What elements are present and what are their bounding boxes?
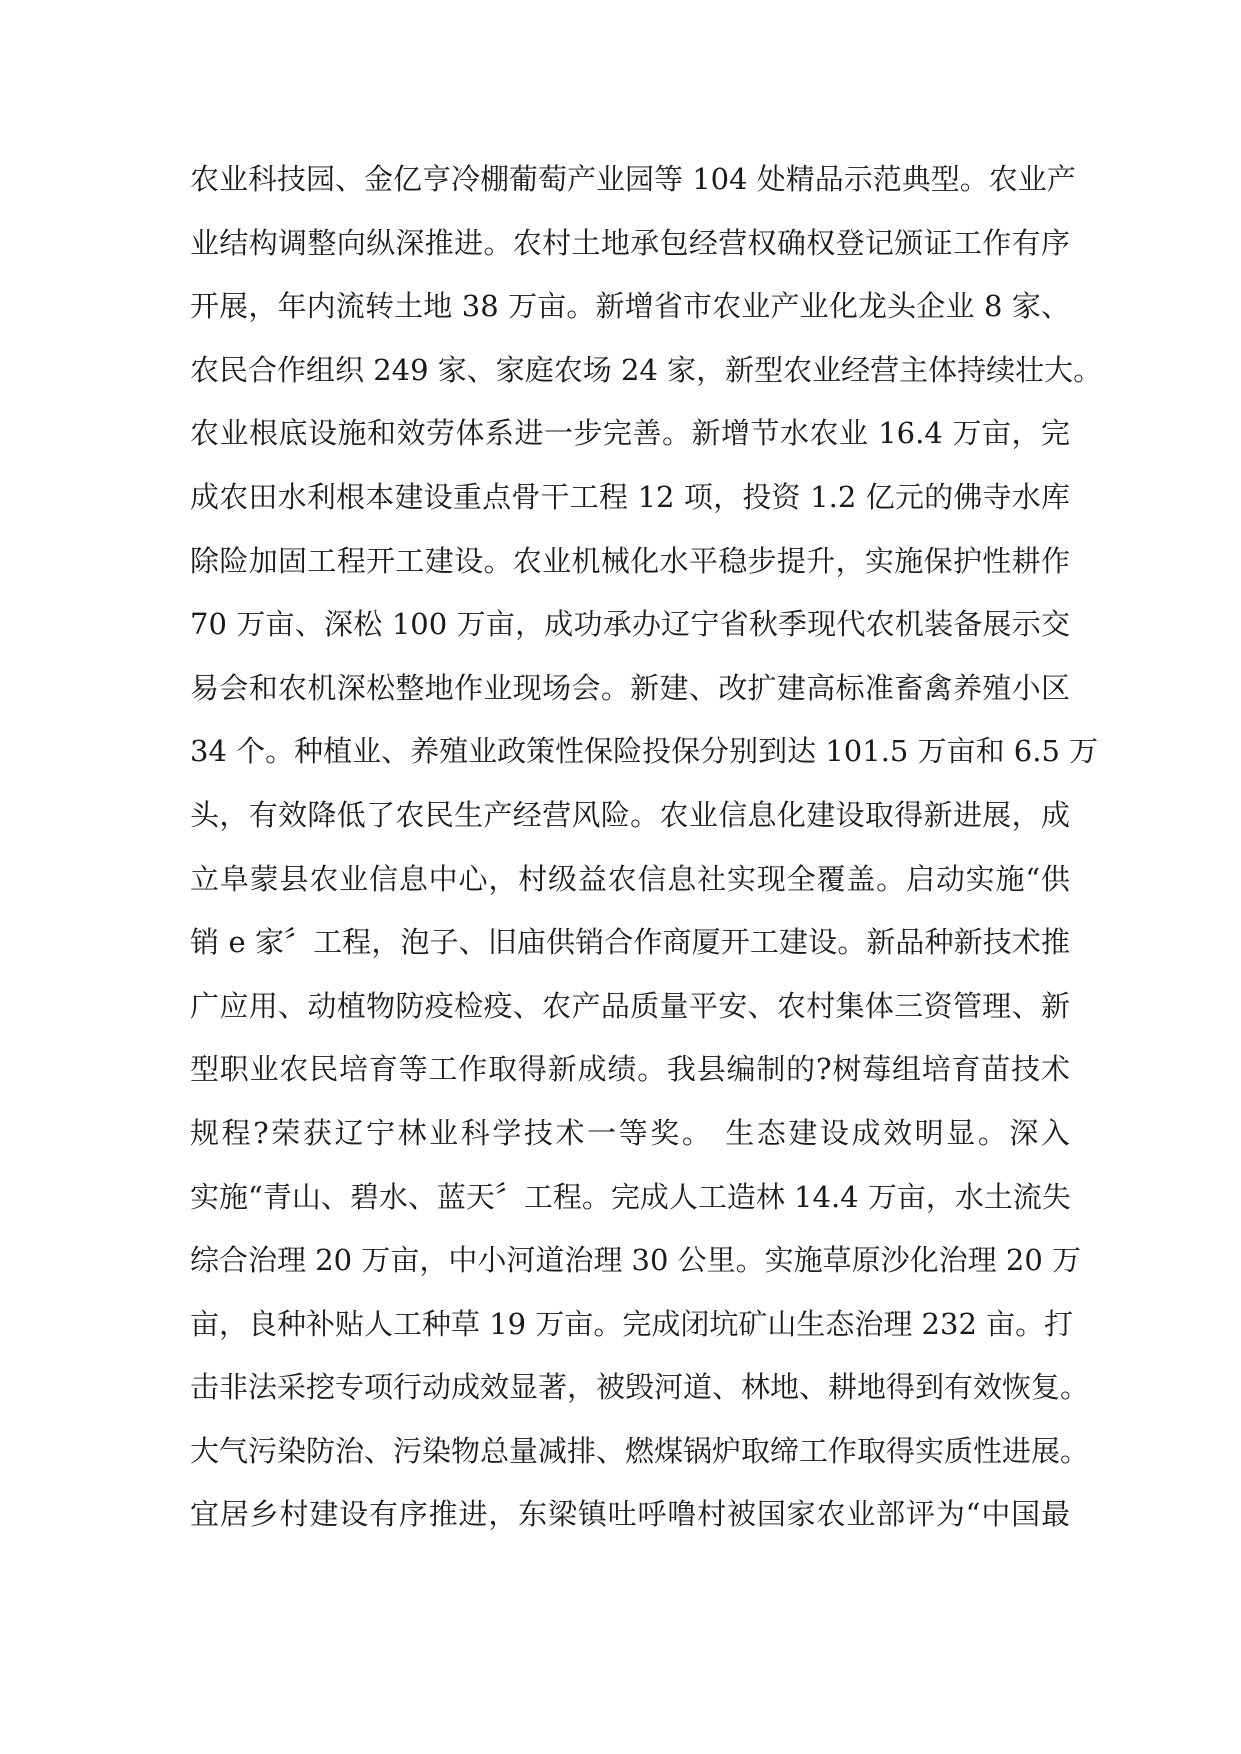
- text-line: 实施“青山、碧水、蓝天〞工程。完成人工造林 14.4 万亩，水土流失: [190, 1179, 1071, 1214]
- text-line: 亩，良种补贴人工种草 19 万亩。完成闭坑矿山生态治理 232 亩。打: [190, 1306, 1074, 1341]
- text-line: 70 万亩、深松 100 万亩，成功承办辽宁省秋季现代农机装备展示交: [190, 607, 1070, 642]
- text-line: 农民合作组织 249 家、家庭农场 24 家，新型农业经营主体持续壮大。: [190, 352, 1103, 387]
- text-line: 成农田水利根本建设重点骨干工程 12 项，投资 1.2 亿元的佛寺水库: [190, 479, 1070, 514]
- text-line: 综合治理 20 万亩，中小河道治理 30 公里。实施草原沙化治理 20 万: [190, 1243, 1082, 1278]
- text-line: 规程?荣获辽宁林业科学技术一等奖。 生态建设成效明显。深入: [190, 1115, 1070, 1150]
- text-line: 易会和农机深松整地作业现场会。新建、改扩建高标准畜禽养殖小区: [190, 670, 1070, 705]
- text-line: 击非法采挖专项行动成效显著，被毁河道、林地、耕地得到有效恢复。: [190, 1370, 1090, 1405]
- text-line: 广应用、动植物防疫检疫、农产品质量平安、农村集体三资管理、新: [190, 988, 1070, 1023]
- text-line: 大气污染防治、污染物总量减排、燃煤锅炉取缔工作取得实质性进展。: [190, 1433, 1090, 1468]
- text-line: 除险加固工程开工建设。农业机械化水平稳步提升，实施保护性耕作: [190, 543, 1070, 578]
- text-line: 销 e 家〞工程，泡子、旧庙供销合作商厦开工建设。新品种新技术推: [190, 925, 1070, 960]
- text-line: 头，有效降低了农民生产经营风险。农业信息化建设取得新进展，成: [190, 797, 1070, 832]
- body-text: [190, 148, 1103, 1547]
- text-line: 型职业农民培育等工作取得新成绩。我县编制的?树莓组培育苗技术: [190, 1052, 1070, 1087]
- text-line: 开展，年内流转土地 38 万亩。新增省市农业产业化龙头企业 8 家、: [190, 289, 1070, 324]
- text-line: 农业根底设施和效劳体系进一步完善。新增节水农业 16.4 万亩，完: [190, 416, 1070, 451]
- text-line: 宜居乡村建设有序推进，东梁镇吐呼噜村被国家农业部评为“中国最: [190, 1497, 1070, 1532]
- text-line: 农业科技园、金亿亨冷棚葡萄产业园等 104 处精品示范典型。农业产: [190, 162, 1076, 196]
- text-line: 业结构调整向纵深推进。农村土地承包经营权确权登记颁证工作有序: [190, 225, 1070, 260]
- text-line: 34 个。种植业、养殖业政策性保险投保分别到达 101.5 万亩和 6.5 万: [190, 734, 1099, 769]
- text-line: 立阜蒙县农业信息中心，村级益农信息社实现全覆盖。启动实施“供: [190, 861, 1070, 896]
